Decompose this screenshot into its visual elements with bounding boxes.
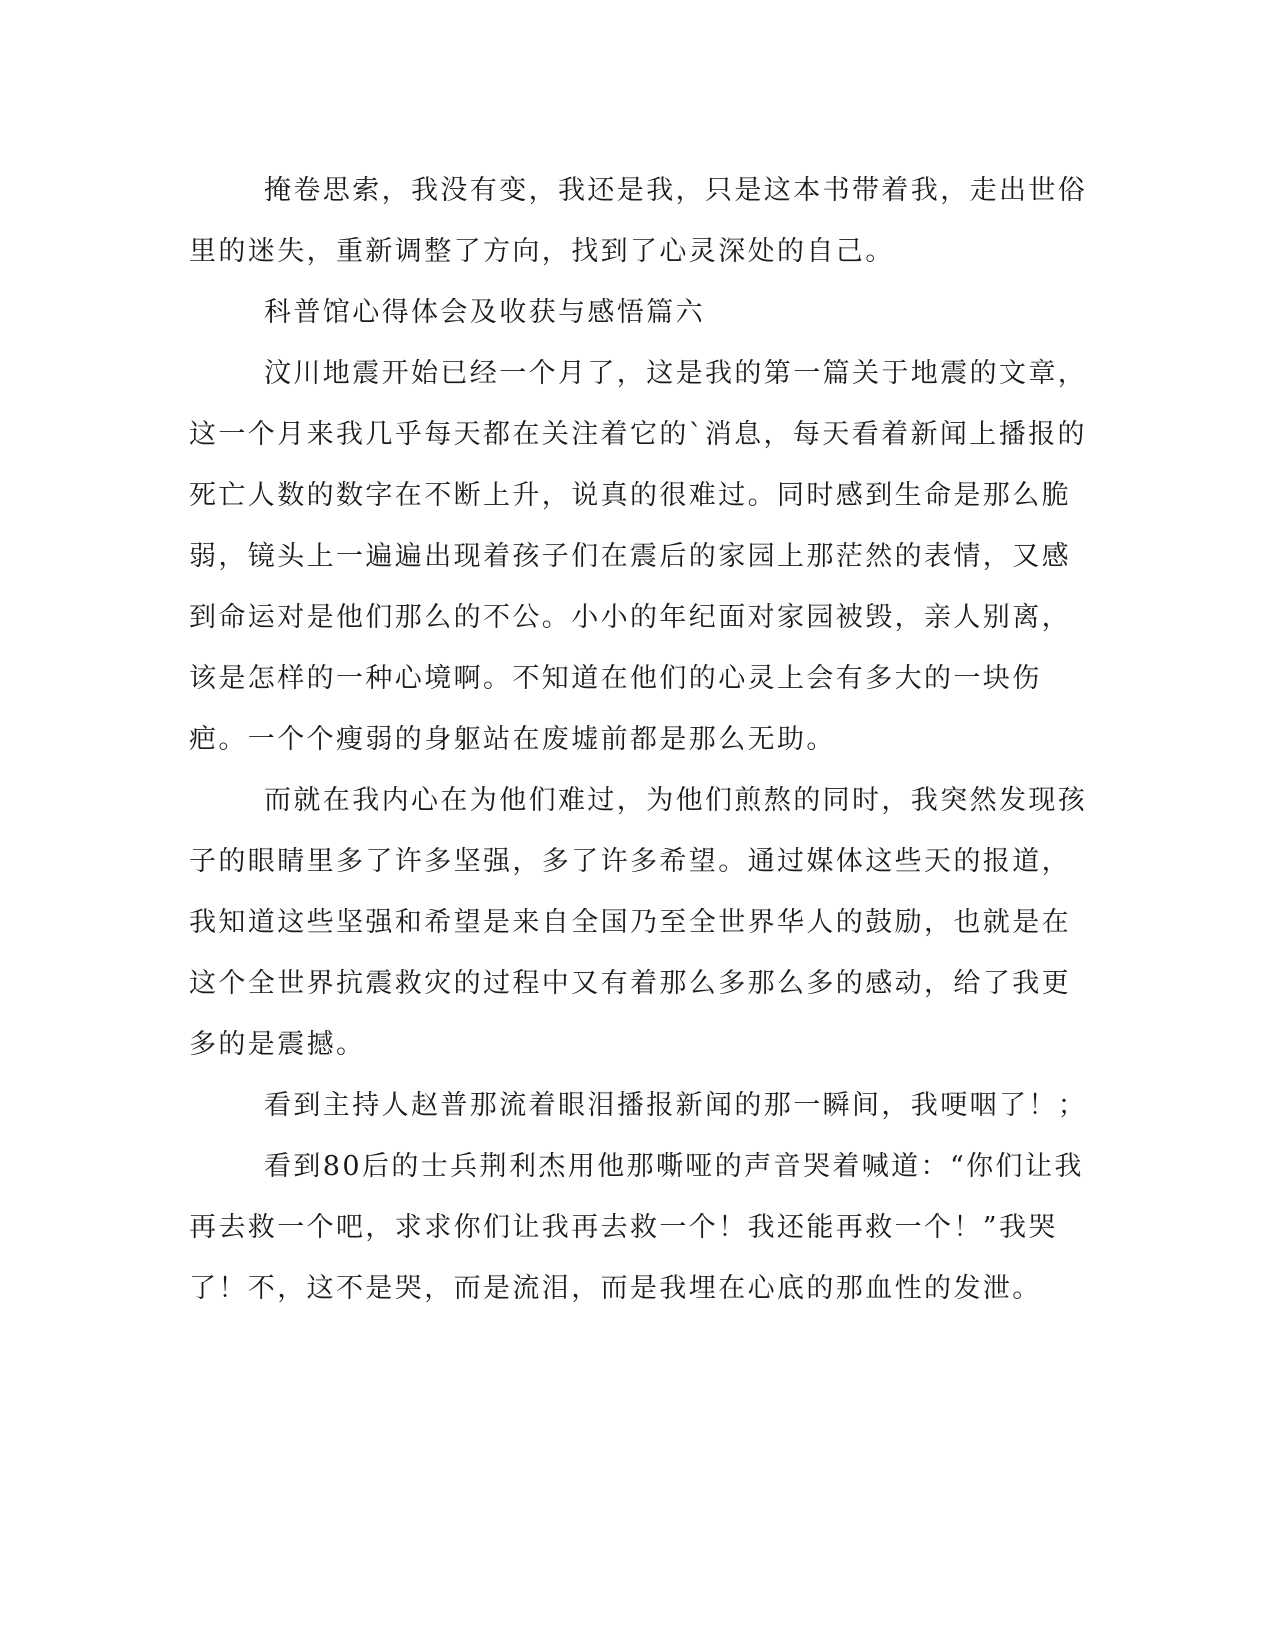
paragraph-host: 看到主持人赵普那流着眼泪播报新闻的那一瞬间，我哽咽了！； <box>264 1090 1088 1121</box>
paragraph-reflection: 掩卷思索，我没有变，我还是我，只是这本书带着我，走出世俗里的迷失，重新调整了方向，找到了心灵深处的自己。 <box>189 175 1088 267</box>
document-body <box>189 160 1089 1319</box>
paragraph-earthquake-intro: 汶川地震开始已经一个月了，这是我的第一篇关于地震的文章，这一个月来我几乎每天都在关注着它的`消息，每天看着新闻上播报的死亡人数的数字在不断上升，说真的很难过。同时感到生命是那么脆弱，镜头上一遍遍出现着孩子们在震后的家园上那茫然的表情，又感到命运对是他们那么的不公。小小的年纪面对家园被毁，亲人别离，该是怎样的一种心境啊。不知道在他们的心灵上会有多大的一块伤疤。一个个瘦弱的身躯站在废墟前都是那么无助。 <box>189 358 1088 755</box>
paragraph-hope: 而就在我内心在为他们难过，为他们煎熬的同时，我突然发现孩子的眼睛里多了许多坚强，多了许多希望。通过媒体这些天的报道，我知道这些坚强和希望是来自全国乃至全世界华人的鼓励，也就是在这个全世界抗震救灾的过程中又有着那么多那么多的感动，给了我更多的是震撼。 <box>189 785 1088 1060</box>
paragraph-soldier: 看到80后的士兵荆利杰用他那嘶哑的声音哭着喊道：“你们让我再去救一个吧，求求你们让我再去救一个！我还能再救一个！”我哭了！不，这不是哭，而是流泪，而是我埋在心底的那血性的发泄。 <box>189 1151 1084 1304</box>
section-heading: 科普馆心得体会及收获与感悟篇六 <box>264 297 705 328</box>
